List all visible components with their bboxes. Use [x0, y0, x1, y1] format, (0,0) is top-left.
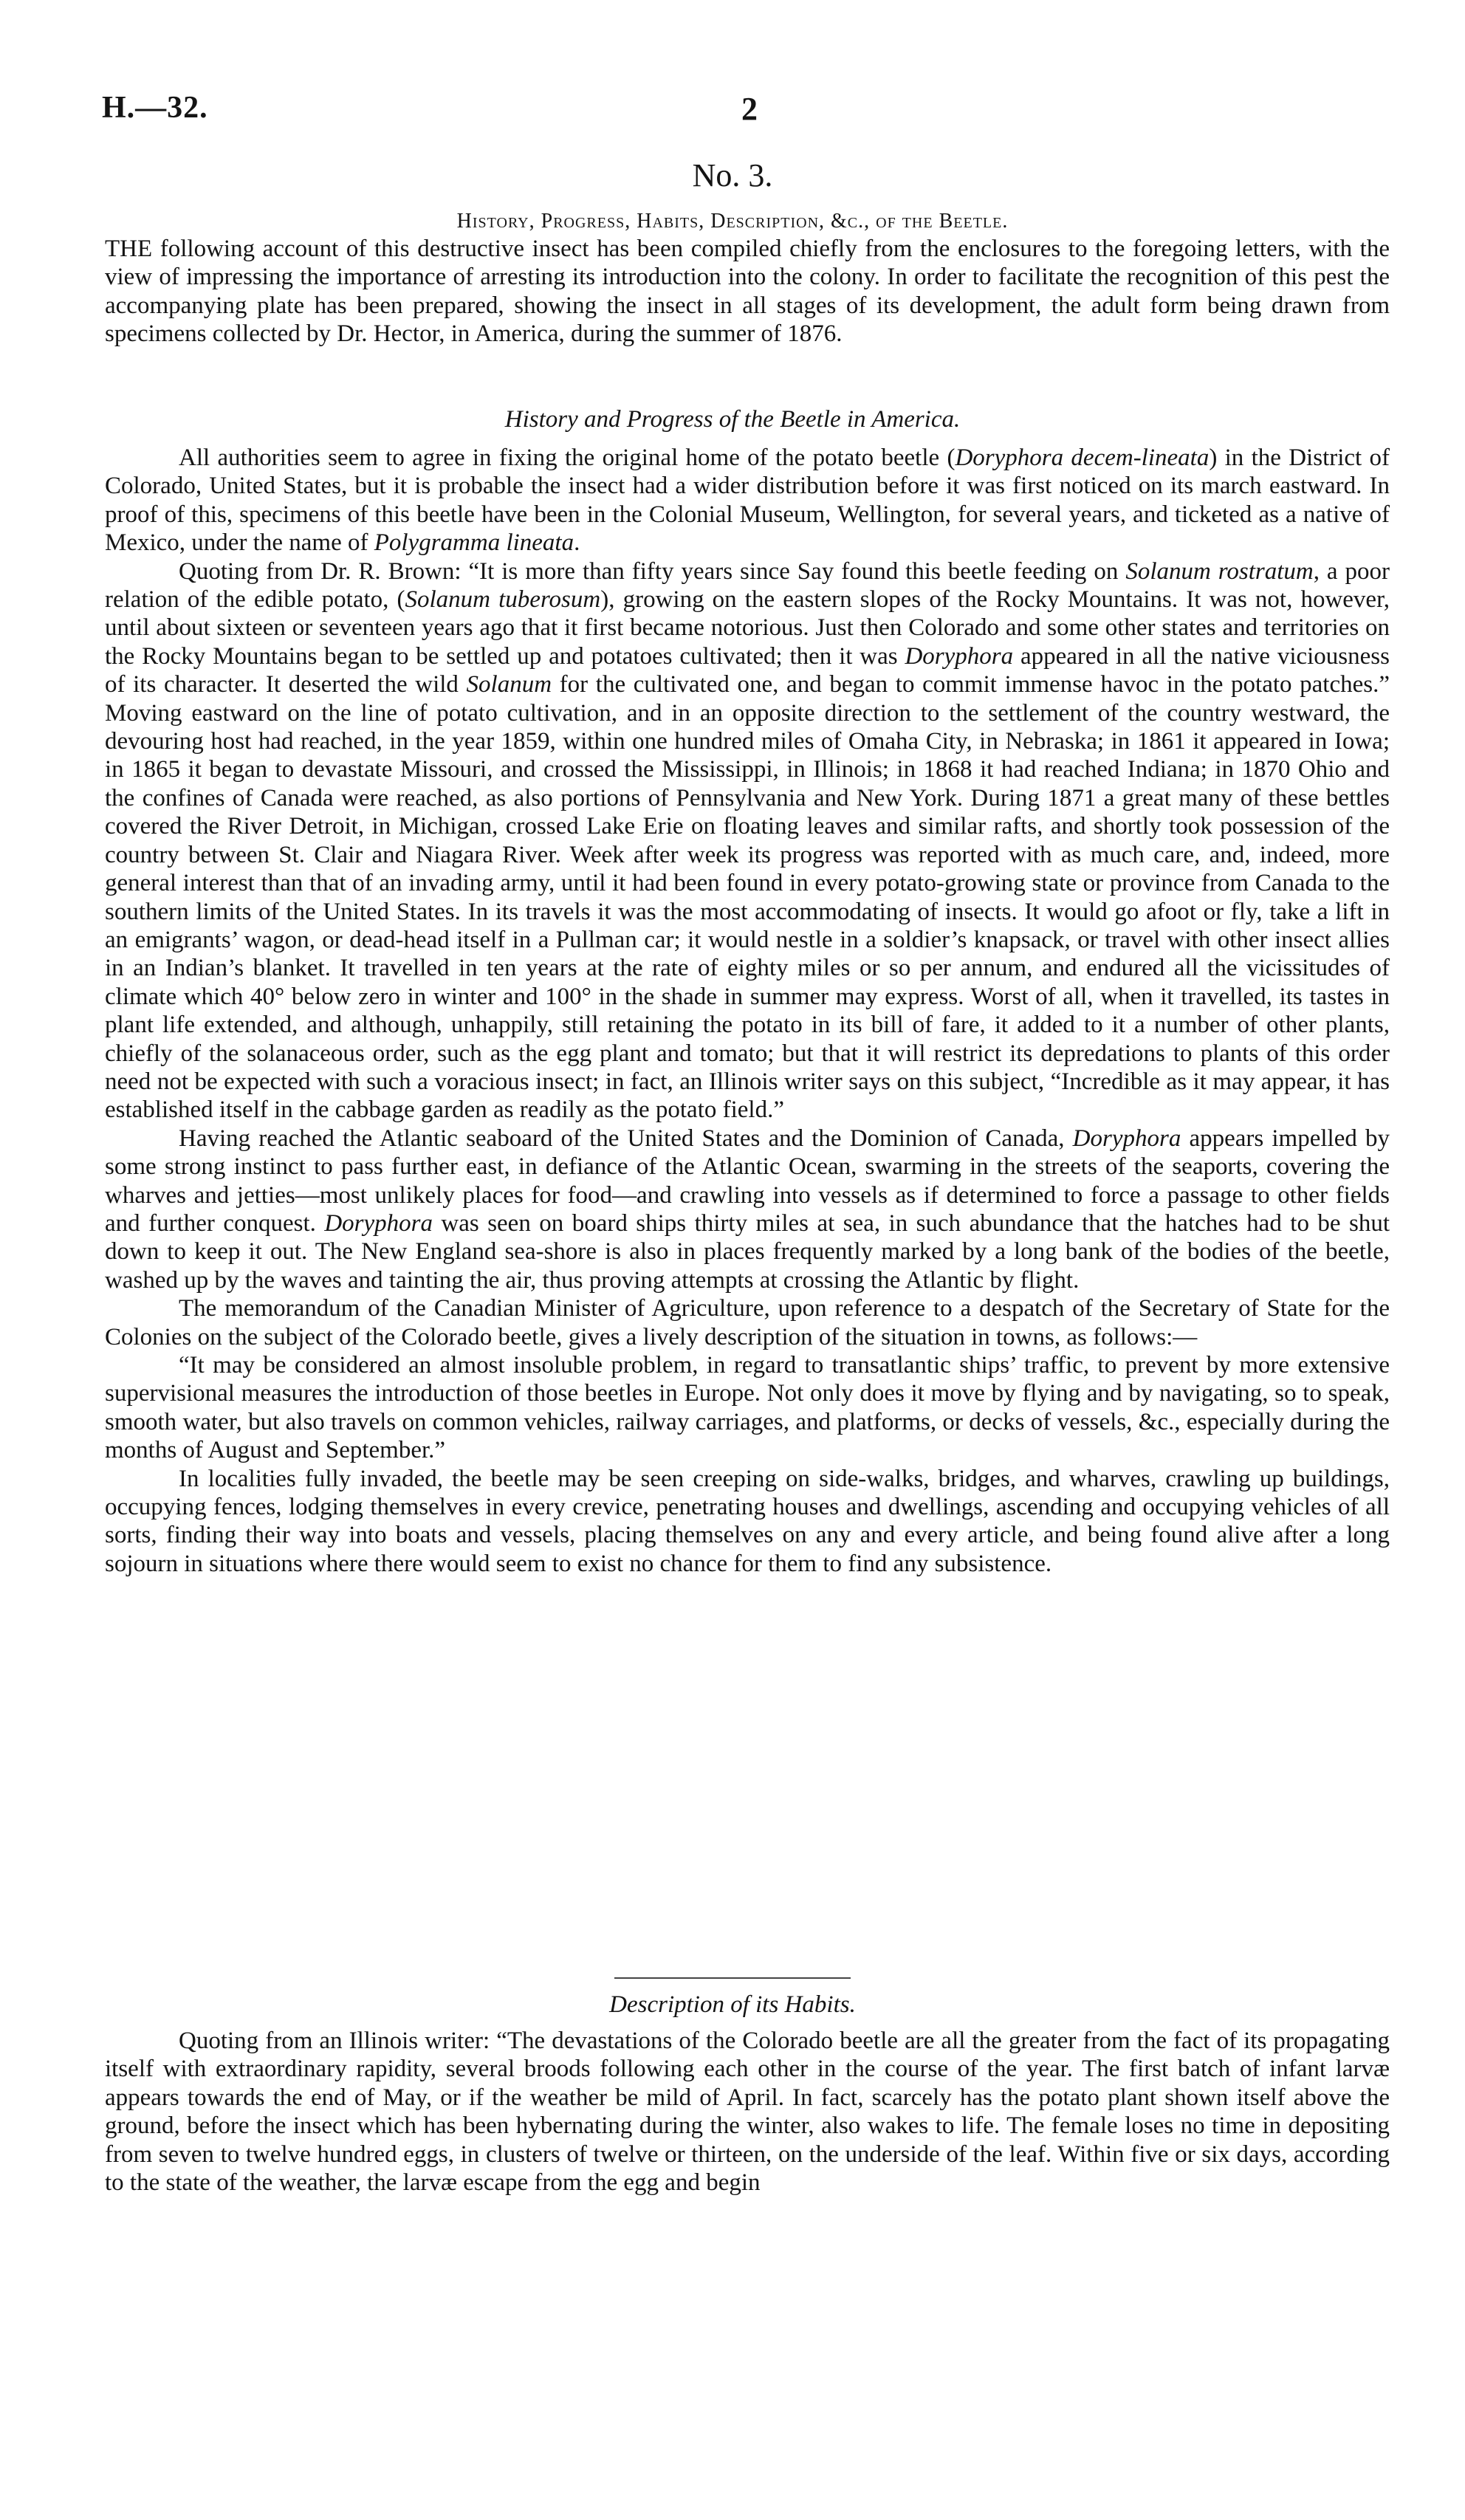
paragraph-atlantic-seaboard: Having reached the Atlantic seaboard of the United States and the Dominion of Canada, Doryphora appears impelled by some strong instinct to pass further east, in defiance of the Atlantic Ocean, swarming in the streets of the seaports, covering the wharves and jetties—most unlikely places for food—and crawling into vessels as if determined to force a passage to other fields and further conquest. Doryphora was seen on board ships thirty miles at sea, in such abundance that the hatches had to be shut down to keep it out. The New England sea-shore is also in places frequently marked by a long bank of the bodies of the beetle, washed up by the waves and tainting the air, thus proving attempts at crossing the Atlantic by flight. — [105, 1125, 1390, 1294]
intro-block — [105, 235, 1390, 349]
intro-paragraph: THE following account of this destructive insect has been compiled chiefly from the enclosures to the foregoing letters, with the view of impressing the importance of arresting its introduction into the colony. In order to facilitate the recognition of this pest the accompanying plate has been prepared, showing the insect in all stages of its development, the adult form being drawn from specimens collected by Dr. Hector, in America, during the summer of 1876. — [105, 236, 1390, 348]
paragraph-invaded-localities: In localities fully invaded, the beetle may be seen creeping on side-walks, bridges, and wharves, crawling up buildings, occupying fences, lodging themselves in every crevice, penetrating houses and dwellings, ascending and occupying vehicles of all sorts, finding their way into boats and vessels, placing themselves on any and every article, and being found alive after a long sojourn in situations where there would seem to exist no chance for them to find any subsistence. — [105, 1465, 1390, 1577]
paragraph-illinois-writer: Quoting from an Illinois writer: “The devastations of the Colorado beetle are all the greater from the fact of its propagating itself with extraordinary rapidity, several broods following each other in the course of the year. The first batch of infant larvæ appears towards the end of May, or if the weather be mild of April. In fact, scarcely has the potato plant shown itself above the ground, before the insect which has been hybernating during the winter, also wakes to life. The female loses no time in depositing from seven to twelve hundred eggs, in clusters of twelve or thirteen, on the underside of the leaf. Within five or six days, according to the state of the weather, the larvæ escape from the egg and begin — [105, 2028, 1390, 2197]
section-heading-habits: Description of its Habits. — [609, 1991, 856, 2018]
section-heading-history: History and Progress of the Beetle in America. — [504, 406, 961, 433]
report-reference: H.—32. — [102, 91, 208, 125]
habits-section — [105, 2027, 1390, 2197]
section-divider — [614, 1977, 851, 1979]
document-subtitle: History, Progress, Habits, Description, &c., of the Beetle. — [456, 210, 1009, 233]
document-number: No. 3. — [692, 157, 773, 193]
paragraph-transatlantic-quote: “It may be considered an almost insoluble problem, in regard to transatlantic ships’ traffic, to prevent by more extensive supervisional measures the introduction of those beetles in Europe. Not only does it move by flying and by navigating, so to speak, smooth water, but also travels on common vehicles, railway carriages, and platforms, or decks of vessels, &c., especially during the months of August and September.” — [105, 1352, 1390, 1464]
paragraph-canadian-memorandum: The memorandum of the Canadian Minister of Agriculture, upon reference to a despatch of the Secretary of State for the Colonies on the subject of the Colorado beetle, gives a lively description of the situation in towns, as follows:— — [105, 1295, 1390, 1350]
page-number: 2 — [741, 91, 758, 127]
history-section — [105, 444, 1390, 1578]
paragraph-original-home: All authorities seem to agree in fixing the original home of the potato beetle (Doryphora decem-lineata) in the District of Colorado, United States, but it is probable the insect had a wider distribution before it was first noticed on its march eastward. In proof of this, specimens of this beetle have been in the Colonial Museum, Wellington, for several years, and ticketed as a native of Mexico, under the name of Polygramma lineata. — [105, 444, 1390, 557]
paragraph-brown-quote: Quoting from Dr. R. Brown: “It is more than fifty years since Say found this beetle feeding on Solanum rostratum, a poor relation of the edible potato, (Solanum tuberosum), growing on the eastern slopes of the Rocky Mountains. It was not, however, until about sixteen or seventeen years ago that it first became notorious. Just then Colorado and some other states and territories on the Rocky Mountains began to be settled up and potatoes cultivated; then it was Doryphora appeared in all the native viciousness of its character. It deserted the wild Solanum for the cultivated one, and began to commit immense havoc in the potato patches.” Moving eastward on the line of potato cultivation, and in an opposite direction to the settlement of the country westward, the devouring host had reached, in the year 1859, within one hundred miles of Omaha City, in Nebraska; in 1861 it appeared in Iowa; in 1865 it began to devastate Missouri, and crossed the Mississippi, in Illinois; in 1868 it had reached Indiana; in 1870 Ohio and the confines of Canada were reached, as also portions of Pennsylvania and New York. During 1871 a great many of these bettles covered the River Detroit, in Michigan, crossed Lake Erie on floating leaves and similar rafts, and shortly took possession of the country between St. Clair and Niagara River. Week after week its progress was reported with as much care, and, indeed, more general interest than that of an invading army, until it had been found in every potato-growing state or province from Canada to the southern limits of the United States. In its travels it was the most accommodating of insects. It would go afoot or fly, take a lift in an emigrants’ wagon, or dead-head itself in a Pullman car; it would nestle in a soldier’s knapsack, or travel with other insect allies in an Indian’s blanket. It travelled in ten years at the rate of eighty miles or so per annum, and endured all the vicissitudes of climate which 40° below zero in winter and 100° in the shade in summer may express. Worst of all, when it travelled, its tastes in plant life extended, and although, unhappily, still retaining the potato in its bill of fare, it added to it a number of other plants, chiefly of the solanaceous order, such as the egg plant and tomato; but that it will restrict its depredations to plants of this order need not be expected with such a voracious insect; in fact, an Illinois writer says on this subject, “Incredible as it may appear, it has established itself in the cabbage garden as readily as the potato field.” — [105, 557, 1390, 1124]
